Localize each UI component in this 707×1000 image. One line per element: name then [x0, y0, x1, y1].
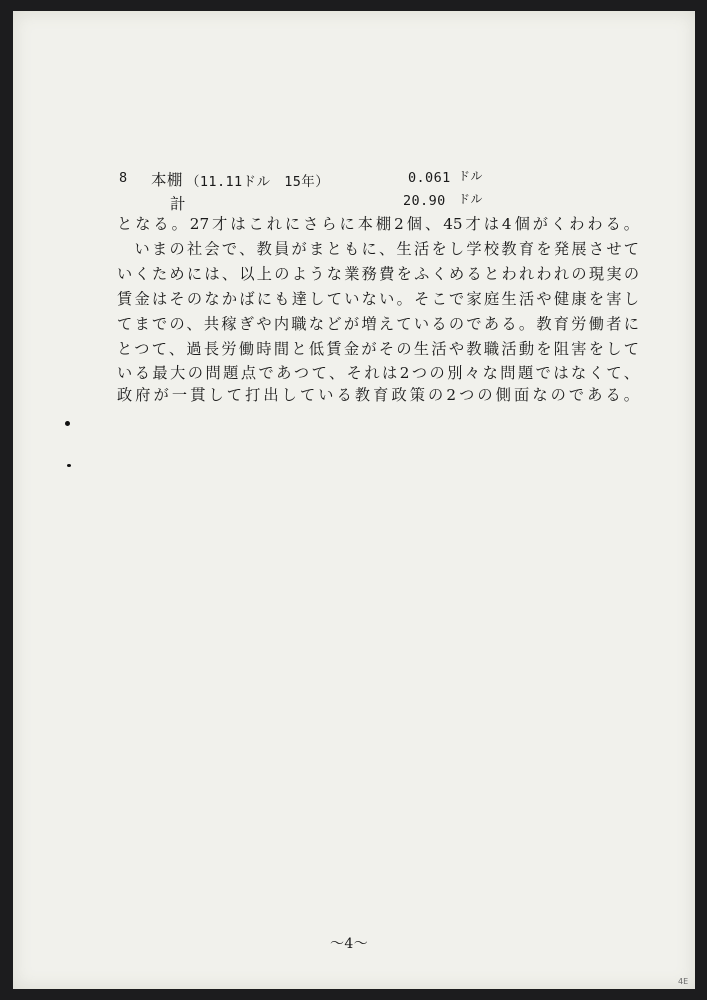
margin-mark — [67, 464, 71, 467]
total-amount: 20.90 — [403, 193, 446, 209]
item-label: 本棚 — [151, 171, 183, 189]
paragraph-line: てまでの、共稼ぎや内職などが増えているのである。教育労働者に — [117, 315, 639, 333]
paragraph-line: いくためには、以上のような業務費をふくめるとわれわれの現実の — [117, 265, 639, 283]
paragraph-line: いまの社会で、教員がまともに、生活をし学校教育を発展させて — [117, 240, 639, 258]
document-page — [13, 11, 695, 989]
total-label: 計 — [170, 195, 186, 213]
item-number: 8 — [119, 170, 128, 186]
paragraph-line: とつて、過長労働時間と低賃金がその生活や教職活動を阻害をして — [117, 340, 639, 358]
paragraph-line: 政府が一貫して打出している教育政策の2つの側面なのである。 — [117, 386, 639, 404]
paragraph-line: となる。27才はこれにさらに本棚2個、45才は4個がくわわる。 — [117, 215, 639, 233]
item-unit: ドル — [458, 169, 483, 183]
item-amount: 0.061 — [408, 170, 451, 186]
corner-note: 4E — [678, 977, 689, 986]
paragraph-line: いる最大の問題点であつて、それは2つの別々な問題ではなくて、 — [117, 364, 639, 382]
paragraph-line: 賃金はそのなかばにも達していない。そこで家庭生活や健康を害し — [117, 290, 639, 308]
page-number: ～4～ — [330, 936, 369, 952]
item-detail: （11.11ドル 15年） — [186, 174, 330, 190]
margin-mark — [65, 421, 70, 426]
total-unit: ドル — [458, 192, 483, 206]
